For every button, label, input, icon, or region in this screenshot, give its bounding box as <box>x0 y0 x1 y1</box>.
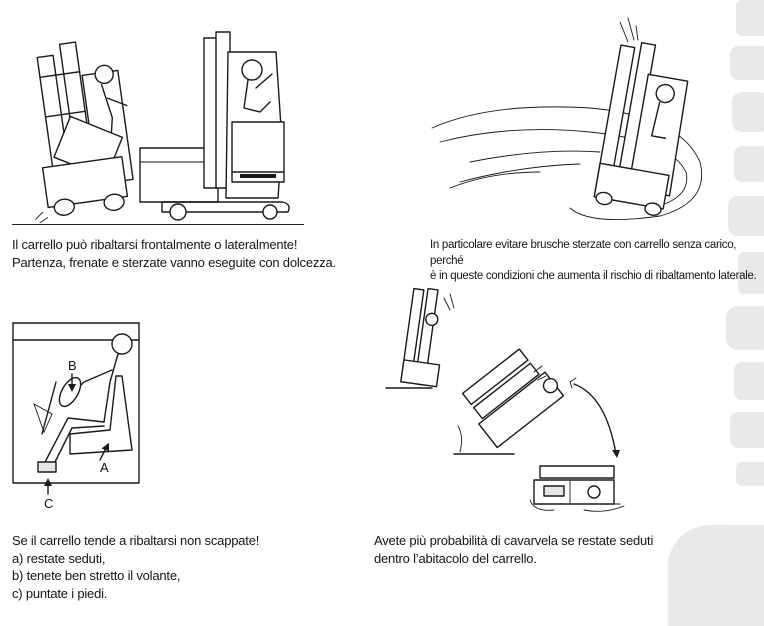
forklift-tipping-illustration <box>12 12 302 224</box>
caption-top-right-line-1: In particolare evitare brusche sterzate con carrello senza carico, perché <box>430 239 737 267</box>
figure-label-c: C <box>44 496 54 511</box>
overturned-forklift <box>530 466 624 511</box>
figure-label-a: A <box>100 460 109 475</box>
caption-top-right <box>430 238 760 285</box>
caption-bottom-left-line-2: a) restate seduti, <box>12 550 106 566</box>
caption-top-right-line-2: è in queste condizioni che aumenta il rischio di ribaltamento laterale. <box>430 270 757 283</box>
forklift-tipping-forward <box>140 32 289 220</box>
driver-seated-illustration <box>12 322 152 518</box>
caption-bottom-left <box>12 532 332 602</box>
caption-bottom-left-line-3: b) tenete ben stretto il volante, <box>12 568 181 584</box>
forklift-tipping-sideways <box>12 36 141 223</box>
caption-bottom-right-line-2: dentro l’abitacolo del carrello. <box>374 550 537 566</box>
figure-label-b: B <box>68 358 77 373</box>
forklift-sharp-turn-illustration <box>430 12 730 227</box>
caption-top-left <box>12 236 342 271</box>
caption-top-left-line-2: Partenza, frenate e sterzate vanno eseguite con dolcezza. <box>12 254 336 270</box>
caption-bottom-left-line-4: c) puntate i piedi. <box>12 585 108 601</box>
top-left-divider <box>12 224 304 225</box>
forklift-overturn-sequence-illustration <box>384 286 644 522</box>
caption-bottom-right-line-1: Avete più probabilità di cavarvela se restate seduti <box>374 533 654 548</box>
caption-bottom-left-line-1: Se il carrello tende a ribaltarsi non scappate! <box>12 533 260 548</box>
caption-top-left-line-1: Il carrello può ribaltarsi frontalmente o lateralmente! <box>12 237 298 252</box>
caption-bottom-right <box>374 532 704 567</box>
